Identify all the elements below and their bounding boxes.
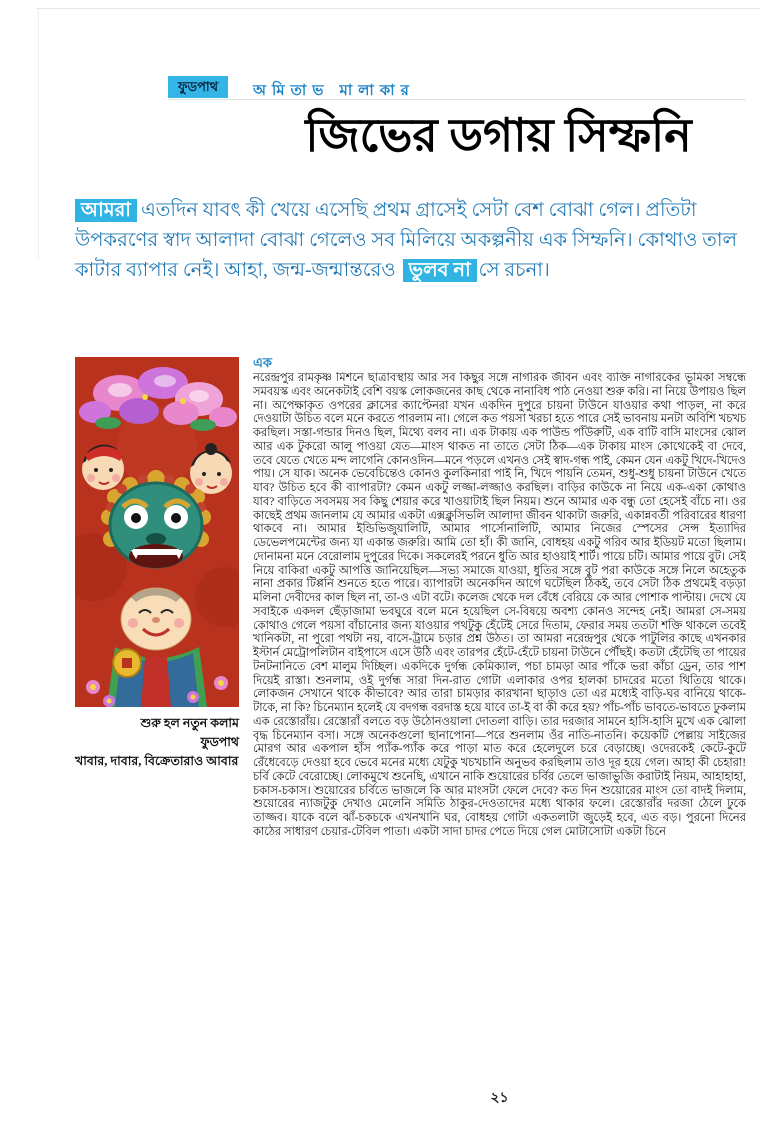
festival-painting-image (75, 357, 239, 707)
author-name: অমিতাভ মালাকার (253, 82, 415, 99)
page-edge-line-left (38, 8, 39, 258)
lede-text-1: এতদিন যাবৎ কী খেয়ে এসেছি প্রথম গ্রাসেই সেটা বেশ বোঝা গেল। প্রতিটা উপকরণের স্বাদ আলাদা বোঝা গেলেও সব মিলিয়ে অকল্পনীয় এক সিম্ফনি। কোথাও তাল কাটার ব্যাপার নেই। আহা, জন্ম-জন্মান্তরেও (75, 200, 738, 281)
article-body: নরেন্দ্রপুর রামকৃষ্ণ মিশনে ছাত্রাবস্থায় আর সব কিছুর সঙ্গে নাগরিক জীবন এবং ব্যক্তি নাগরিকের ভূমিকা সম্বন্ধে সমবয়স্ক এবং অনেকটাই বেশি বয়স্ক লোকজনের কাছ থেকে নানাবিধ পাঠ নেওয়া শুরু করি। না নিয়ে উপায়ও ছিল না। অপেক্ষাকৃত ওপরের ক্লাসের ক্যাপ্টেনরা যখন একদিন দুপুরে চায়না টাউনে যাওয়ার কথা পাড়ল, না করে দেওয়াটা উচিত বলে মনে করতে পারলাম না। গেলে কত পয়সা খরচা হতে পারে সেই ভাবনায় মনটা অবিশি খচখচ করছিল। সস্তা-গন্ডার দিনও ছিল, মিথ্যে বলব না। এক টাকায় এক পাউন্ড পাঁউরুটি, এক বাটি বাসি মাংসের ঝোল আর এক টুকরো আলু পাওয়া যেত—মাংস থাকত না তাতে সেটা ঠিক—এক টাকায় মাংস কোথেকেই বা দেবে, তবে যেতে খেতে মন্দ লাগেনি কোনওদিন—মনে পড়লে এখনও সেই স্বাদ-গন্ধ পাই, কেমন যেন একটু খিদে-খিদেও পায়। সে যাক। অনেক ভেবেচিন্তেও কোনও কুলকিনারা পাই নি, খিদে পায়নি তেমন, শুধু-শুধু চায়না টাউনে খেতে যাব? উচিত হবে কী ব্যাপারটা? কেমন একটু লজ্জা-লজ্জাও করছিল। বাড়ির কাউকে না নিয়ে এক-একা কোথাও যাব? বাড়িতে সবসময় সব কিছু শেয়ার করে খাওয়াটাই ছিল নিয়ম। শুনে আমার এক বন্ধু তো হেসেই বাঁচে না। ওর কাছেই প্রথম জানলাম যে আমার একটা এক্সক্লুসিভলি আলাদা জীবন থাকাটা জরুরি, একান্নবর্তী পরিবারের ধারণা থাকবে না। আমার ইন্ডিভিজুয়ালিটি, আমার পার্সোনালিটি, আমার নিজের স্পেসের সেন্স ইত্যাদির ডেভেলপমেন্টের জন্য যা একান্ত জরুরি। আমি তো হাঁ। কী জানি, বোধহয় একটু গরিব আর ইডিয়ট মতো ছিলাম। দোনামনা মনে বেরোলাম দুপুরের দিকে। সকলেরই পরনে ধুতি আর হাওয়াই শার্ট। পায়ে চটি। আমার পায়ে বুট। সেই নিয়ে বাকিরা একটু আপত্তি জানিয়েছিল—সভ্য সমাজে যাওয়া, ধুতির সঙ্গে বুট পরা কাউকে সঙ্গে নিলে অহেতুক নানা প্রকার টিপ্পনি শুনতে হতে পারে। ব্যাপারটা অনেকদিন আগে ঘটেছিল ঠিকই, তবে সেটা ঠিক প্রথমেই বড়ড়া মলিনা দেবীদের কাল ছিল না, তা-ও এটা বটে। কলেজ থেকে দল বেঁধে বেরিয়ে কে আর পোশাক পাল্টায়। দেখে যে সবাইকে একদল ছেঁড়াজামা ভবঘুরে বলে মনে হয়েছিল সে-বিষয়ে অবশ্য কোনও সন্দেহ নেই। আমরা সে-সময় কোথাও গেলে পয়সা বাঁচানোর জন্য যাওয়ার পথটুকু হেঁটেই সেরে দিতাম, ফেরার সময় ততটা শক্তি থাকলে তবেই খানিকটা, না পুরো পথটা নয়, বাসে-ট্রামে চড়ার প্রশ্ন উঠত। তা আমরা নরেন্দ্রপুর থেকে পাটুলির কাছে এখনকার ইস্টার্ন মেট্রোপলিটান বাইপাসে এসে উঠি এবং তারপর হেঁটে-হেঁটে চায়না টাউনে পৌঁছই। কতটা হেঁটেছি তা পায়ের টনটনানিতে বেশ মালুম দিচ্ছিল। একদিকে দুর্গন্ধ কেমিক্যাল, পচা চামড়া আর পাঁকে ভরা কাঁচা ড্রেন, তার পাশ দিয়েই রাস্তা। শুনলাম, ওই দুর্গন্ধ সারা দিন-রাত গোটা এলাকার ওপর হালকা চাদরের মতো থিতিয়ে থাকে। লোকজন সেখানে থাকে কীভাবে? আর তারা চামড়ার কারখানা ছাড়াও তো এর মধ্যেই বাড়ি-ঘর বানিয়ে থাকে-টাকে, না কি? চিনেম্যান হলেই যে বদগন্ধ বরদাস্ত হয়ে যাবে তা-ই বা কী করে হয়? পাঁচ-পাঁচ ভাবতে-ভাবতে ঢুকলাম এক রেস্তোরাঁয়। রেস্তোরাঁ বলতে বড় উঠোনওয়ালা দোতলা বাড়ি। তার দরজার সামনে হাসি-হাসি মুখে এক ঝোলা বৃদ্ধ চিনেম্যান বসা। সঙ্গে অনেকগুলো ছানাপোনা—পরে শুনলাম ওঁর নাতি-নাতনি। কয়েকটি পেল্লায় সাইজের মোরগ আর একপাল হাঁস প্যাঁক-প্যাঁক করে পাড়া মাত করে হেলেদুলে চরে বেড়াচ্ছে। ওদেরকেই কেটে-কুটে রেঁধেবেড়ে দেওয়া হবে ভেবে মনের মধ্যে যেটুকু খচখচানি অনুভব করছিলাম তাও দূর হয়ে গেল। আহা কী চেহারা! চর্বি কেটে বেরোচ্ছে। লোকমুখে শুনেছি, এখানে নাকি শুয়োরের চর্বির তেলে ভাজাভুজি করাটাই নিয়ম, আহাহাহা, চকাস-চকাস। শুয়োরের চর্বিতে ভাজলে কি আর মাংসটা ফেলে দেবে? কত দিন শুয়োরের মাংস তো বাদই দিলাম, শুয়োরের ন্যাজটুকু দেখাও মেলেনি সমিতি ঠাকুর-দেওতাদের মধ্যে থাকার ফলে। রেস্তোরাঁর দরজা ঠেলে ঢুকে তাজ্জব। যাকে বলে ঝাঁ-চকচকে এখনখানি ঘর, বোধহয় গোটা একতলাটা জুড়েই হবে, এত বড়। পুরনো দিনের কাঠের সাধারণ চেয়ার-টেবিল পাতা। একটা সাদা চাদর পেতে দিয়ে গেল মোটাসোটা একটা চিনে (253, 372, 746, 838)
image-caption (75, 714, 239, 771)
lede-paragraph (75, 196, 748, 286)
lede-text-2: সে রচনা। (478, 260, 550, 281)
caption-line-2: ফুডপাথ (200, 735, 239, 749)
caption-line-3: খাবার, দাবার, বিক্রেতারাও আবার (75, 754, 239, 768)
article-title: জিভের ডগায় সিম্ফনি (305, 110, 692, 161)
column-kicker: ফুডপাথ (168, 76, 228, 98)
festival-painting-illustration (75, 357, 239, 707)
section-label: এক (253, 355, 272, 370)
page-edge-line-top (36, 8, 760, 9)
lede-highlight-start: আমরা (75, 199, 137, 222)
lede-highlight-mid: ভুলব না (403, 259, 477, 282)
page-number: ২১ (490, 1091, 509, 1106)
caption-line-1: শুরু হল নতুন কলাম (140, 716, 239, 730)
